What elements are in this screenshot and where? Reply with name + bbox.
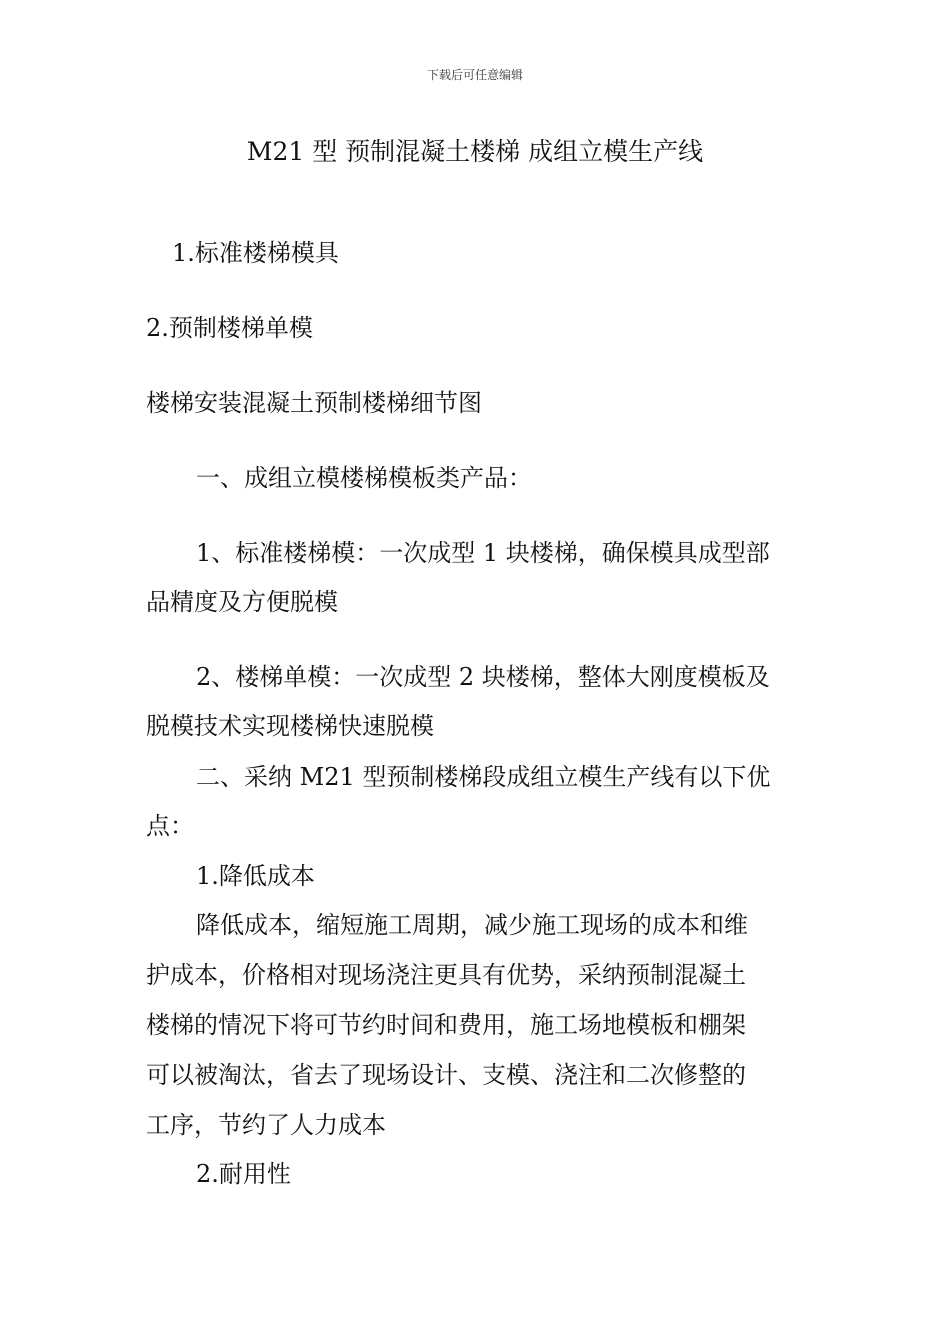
- item-precast-stair-single-mold: 2.预制楼梯单模: [146, 314, 313, 342]
- paragraph-line: 护成本，价格相对现场浇注更具有优势，采纳预制混凝土: [146, 961, 746, 989]
- section2-subheading-durability: 2.耐用性: [196, 1160, 291, 1188]
- section1-p1-line2: 品精度及方便脱模: [146, 588, 338, 616]
- paragraph-line: 工序，节约了人力成本: [146, 1111, 386, 1139]
- header-note: 下载后可任意编辑: [426, 68, 523, 82]
- section1-p2-line2: 脱模技术实现楼梯快速脱模: [146, 712, 434, 740]
- section2-subheading-cost: 1.降低成本: [196, 862, 315, 890]
- document-title: M21 型 预制混凝土楼梯 成组立模生产线: [246, 137, 704, 166]
- section1-p2-line1: 2、楼梯单模：一次成型 2 块楼梯，整体大刚度模板及: [196, 663, 770, 691]
- section2-heading-line1: 二、采纳 M21 型预制楼梯段成组立模生产线有以下优: [196, 763, 771, 791]
- section1-heading: 一、成组立模楼梯模板类产品：: [196, 464, 532, 492]
- item-standard-stair-mold: 1.标准楼梯模具: [172, 239, 339, 267]
- section2-heading-line2: 点：: [146, 812, 194, 840]
- section1-p1-line1: 1、标准楼梯模：一次成型 1 块楼梯，确保模具成型部: [196, 539, 770, 567]
- paragraph-line: 楼梯的情况下将可节约时间和费用，施工场地模板和棚架: [146, 1011, 746, 1039]
- paragraph-line: 降低成本，缩短施工周期，减少施工现场的成本和维: [196, 911, 748, 939]
- paragraph-line: 可以被淘汰，省去了现场设计、支模、浇注和二次修整的: [146, 1061, 746, 1089]
- item-stair-detail-caption: 楼梯安装混凝土预制楼梯细节图: [146, 389, 482, 417]
